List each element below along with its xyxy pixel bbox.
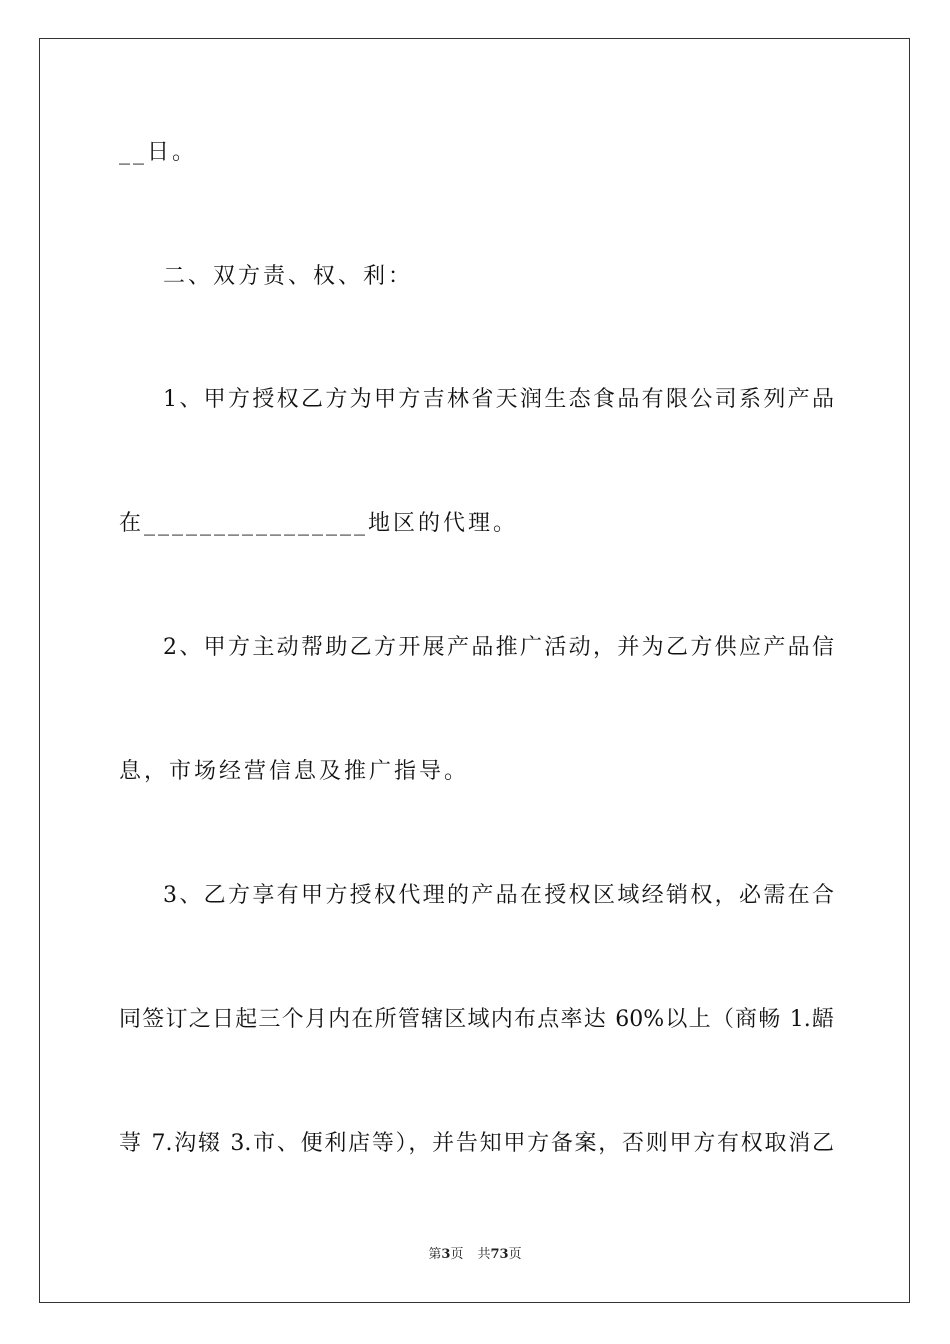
total-prefix: 共 [477,1247,491,1262]
total-pages: 73 [490,1247,509,1262]
text-line-1: __日。 [119,140,198,165]
text-line-6: 息，市场经营信息及推广指导。 [119,759,470,784]
text-line-9: 荨 7.沟辍 3.市、便利店等），并告知甲方备案，否则甲方有权取消乙 [119,1131,834,1156]
text-line-7: 3、乙方享有甲方授权代理的产品在授权区域经销权，必需在合 [163,883,834,908]
page-number: 3 [441,1247,451,1262]
section-heading: 二、双方责、权、利： [163,264,414,289]
page-prefix: 第 [428,1247,442,1262]
page-suffix: 页 [450,1247,464,1262]
page-border [39,38,910,1303]
total-suffix: 页 [508,1247,522,1262]
text-line-8: 同签订之日起三个月内在所管辖区域内布点率达 60%以上（商畅 1.龉 [119,1007,834,1032]
text-line-3: 1、甲方授权乙方为甲方吉林省天润生态食品有限公司系列产品 [163,387,834,412]
text-line-4: 在________________地区的代理。 [119,511,519,536]
page-footer [0,1246,950,1264]
text-line-5: 2、甲方主动帮助乙方开展产品推广活动，并为乙方供应产品信 [163,635,834,660]
